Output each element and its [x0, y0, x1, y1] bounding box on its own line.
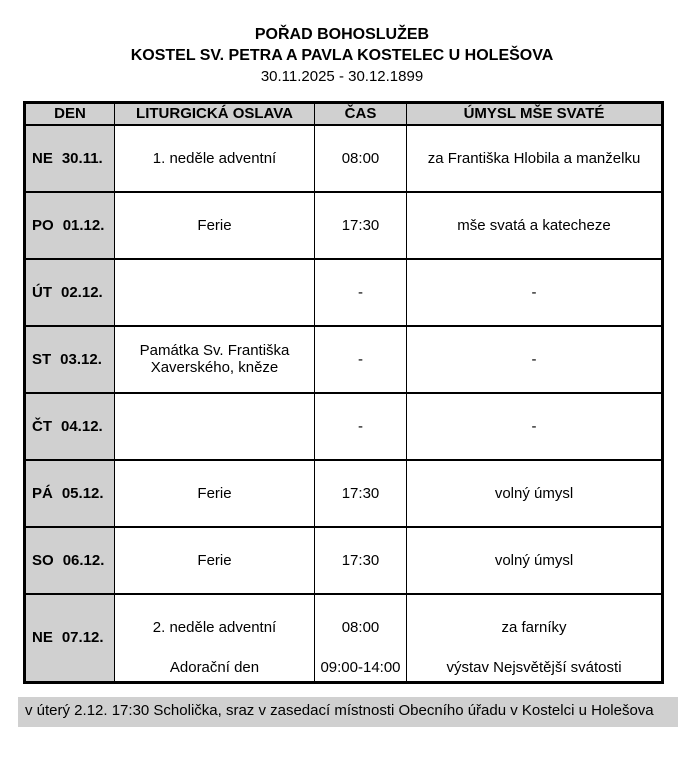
celebration-cell: [115, 594, 315, 683]
document-title: POŘAD BOHOSLUŽEB: [254, 26, 430, 43]
day-date: 03.12.: [60, 350, 102, 368]
day-date: 07.12.: [61, 629, 104, 647]
celebration-cell: Ferie: [115, 527, 315, 594]
day-cell: [25, 393, 115, 460]
intention-cell: mše svatá a katecheze: [407, 192, 663, 259]
intention-line2: výstav Nejsvětější svátosti: [446, 659, 622, 677]
day-date: 30.11.: [61, 149, 103, 167]
church-name: KOSTEL SV. PETRA A PAVLA KOSTELEC U HOLEŠOVA: [130, 47, 554, 64]
day-cell: [25, 192, 115, 259]
intention-cell: volný úmysl: [407, 460, 663, 527]
date-range: 30.11.2025 - 30.12.1899: [260, 68, 424, 85]
time-cell: 17:30: [315, 460, 407, 527]
day-cell: [25, 326, 115, 393]
day-cell: [25, 125, 115, 192]
day-date: 02.12.: [61, 283, 103, 301]
schedule-table: [23, 101, 664, 684]
day-cell: [25, 259, 115, 326]
day-abbreviation: PÁ: [32, 484, 53, 502]
column-header-den: DEN: [25, 103, 115, 125]
table-row: [25, 326, 663, 393]
day-abbreviation: ÚT: [32, 283, 52, 301]
table-row: [25, 393, 663, 460]
column-header-cas: ČAS: [315, 103, 407, 125]
time-line2: 09:00-14:00: [320, 659, 401, 677]
celebration-cell: Památka Sv. Františka Xaverského, kněze: [115, 326, 315, 393]
celebration-cell: 1. neděle adventní: [115, 125, 315, 192]
time-cell: 08:00: [315, 125, 407, 192]
intention-cell: -: [407, 259, 663, 326]
day-date: 06.12.: [62, 551, 105, 569]
table-row: [25, 259, 663, 326]
day-abbreviation: ČT: [32, 417, 52, 435]
celebration-cell: Ferie: [115, 460, 315, 527]
table-row: [25, 125, 663, 192]
intention-cell: -: [407, 393, 663, 460]
intention-cell: -: [407, 326, 663, 393]
intention-line1: za farníky: [501, 619, 567, 637]
day-cell: [25, 594, 115, 683]
day-abbreviation: NE: [32, 149, 53, 167]
time-cell: -: [315, 326, 407, 393]
celebration-cell: [115, 393, 315, 460]
time-cell: -: [315, 393, 407, 460]
celebration-line1: 2. neděle adventní: [152, 619, 277, 637]
time-cell: 17:30: [315, 527, 407, 594]
day-abbreviation: SO: [32, 551, 54, 569]
celebration-cell: [115, 259, 315, 326]
table-row: [25, 594, 663, 683]
header-row: [25, 103, 663, 125]
intention-cell: [407, 594, 663, 683]
table-row: [25, 192, 663, 259]
time-cell: -: [315, 259, 407, 326]
column-header-umysl: ÚMYSL MŠE SVATÉ: [407, 103, 663, 125]
intention-cell: za Františka Hlobila a manželku: [407, 125, 663, 192]
day-cell: [25, 460, 115, 527]
day-date: 05.12.: [61, 484, 104, 502]
intention-cell: volný úmysl: [407, 527, 663, 594]
day-abbreviation: NE: [32, 629, 53, 647]
day-date: 01.12.: [62, 216, 105, 234]
celebration-line2: Adorační den: [169, 659, 260, 677]
day-abbreviation: ST: [32, 350, 52, 368]
day-date: 04.12.: [61, 417, 103, 435]
document-header: [0, 0, 684, 87]
time-cell: 17:30: [315, 192, 407, 259]
day-cell: [25, 527, 115, 594]
time-line1: 08:00: [341, 619, 380, 637]
column-header-liturgicka-oslava: LITURGICKÁ OSLAVA: [115, 103, 315, 125]
table-row: [25, 527, 663, 594]
celebration-cell: Ferie: [115, 192, 315, 259]
table-row: [25, 460, 663, 527]
time-cell: [315, 594, 407, 683]
day-abbreviation: PO: [32, 216, 54, 234]
footer-note: v úterý 2.12. 17:30 Scholička, sraz v zasedací místnosti Obecního úřadu v Kostelci u Holešova: [18, 697, 678, 727]
